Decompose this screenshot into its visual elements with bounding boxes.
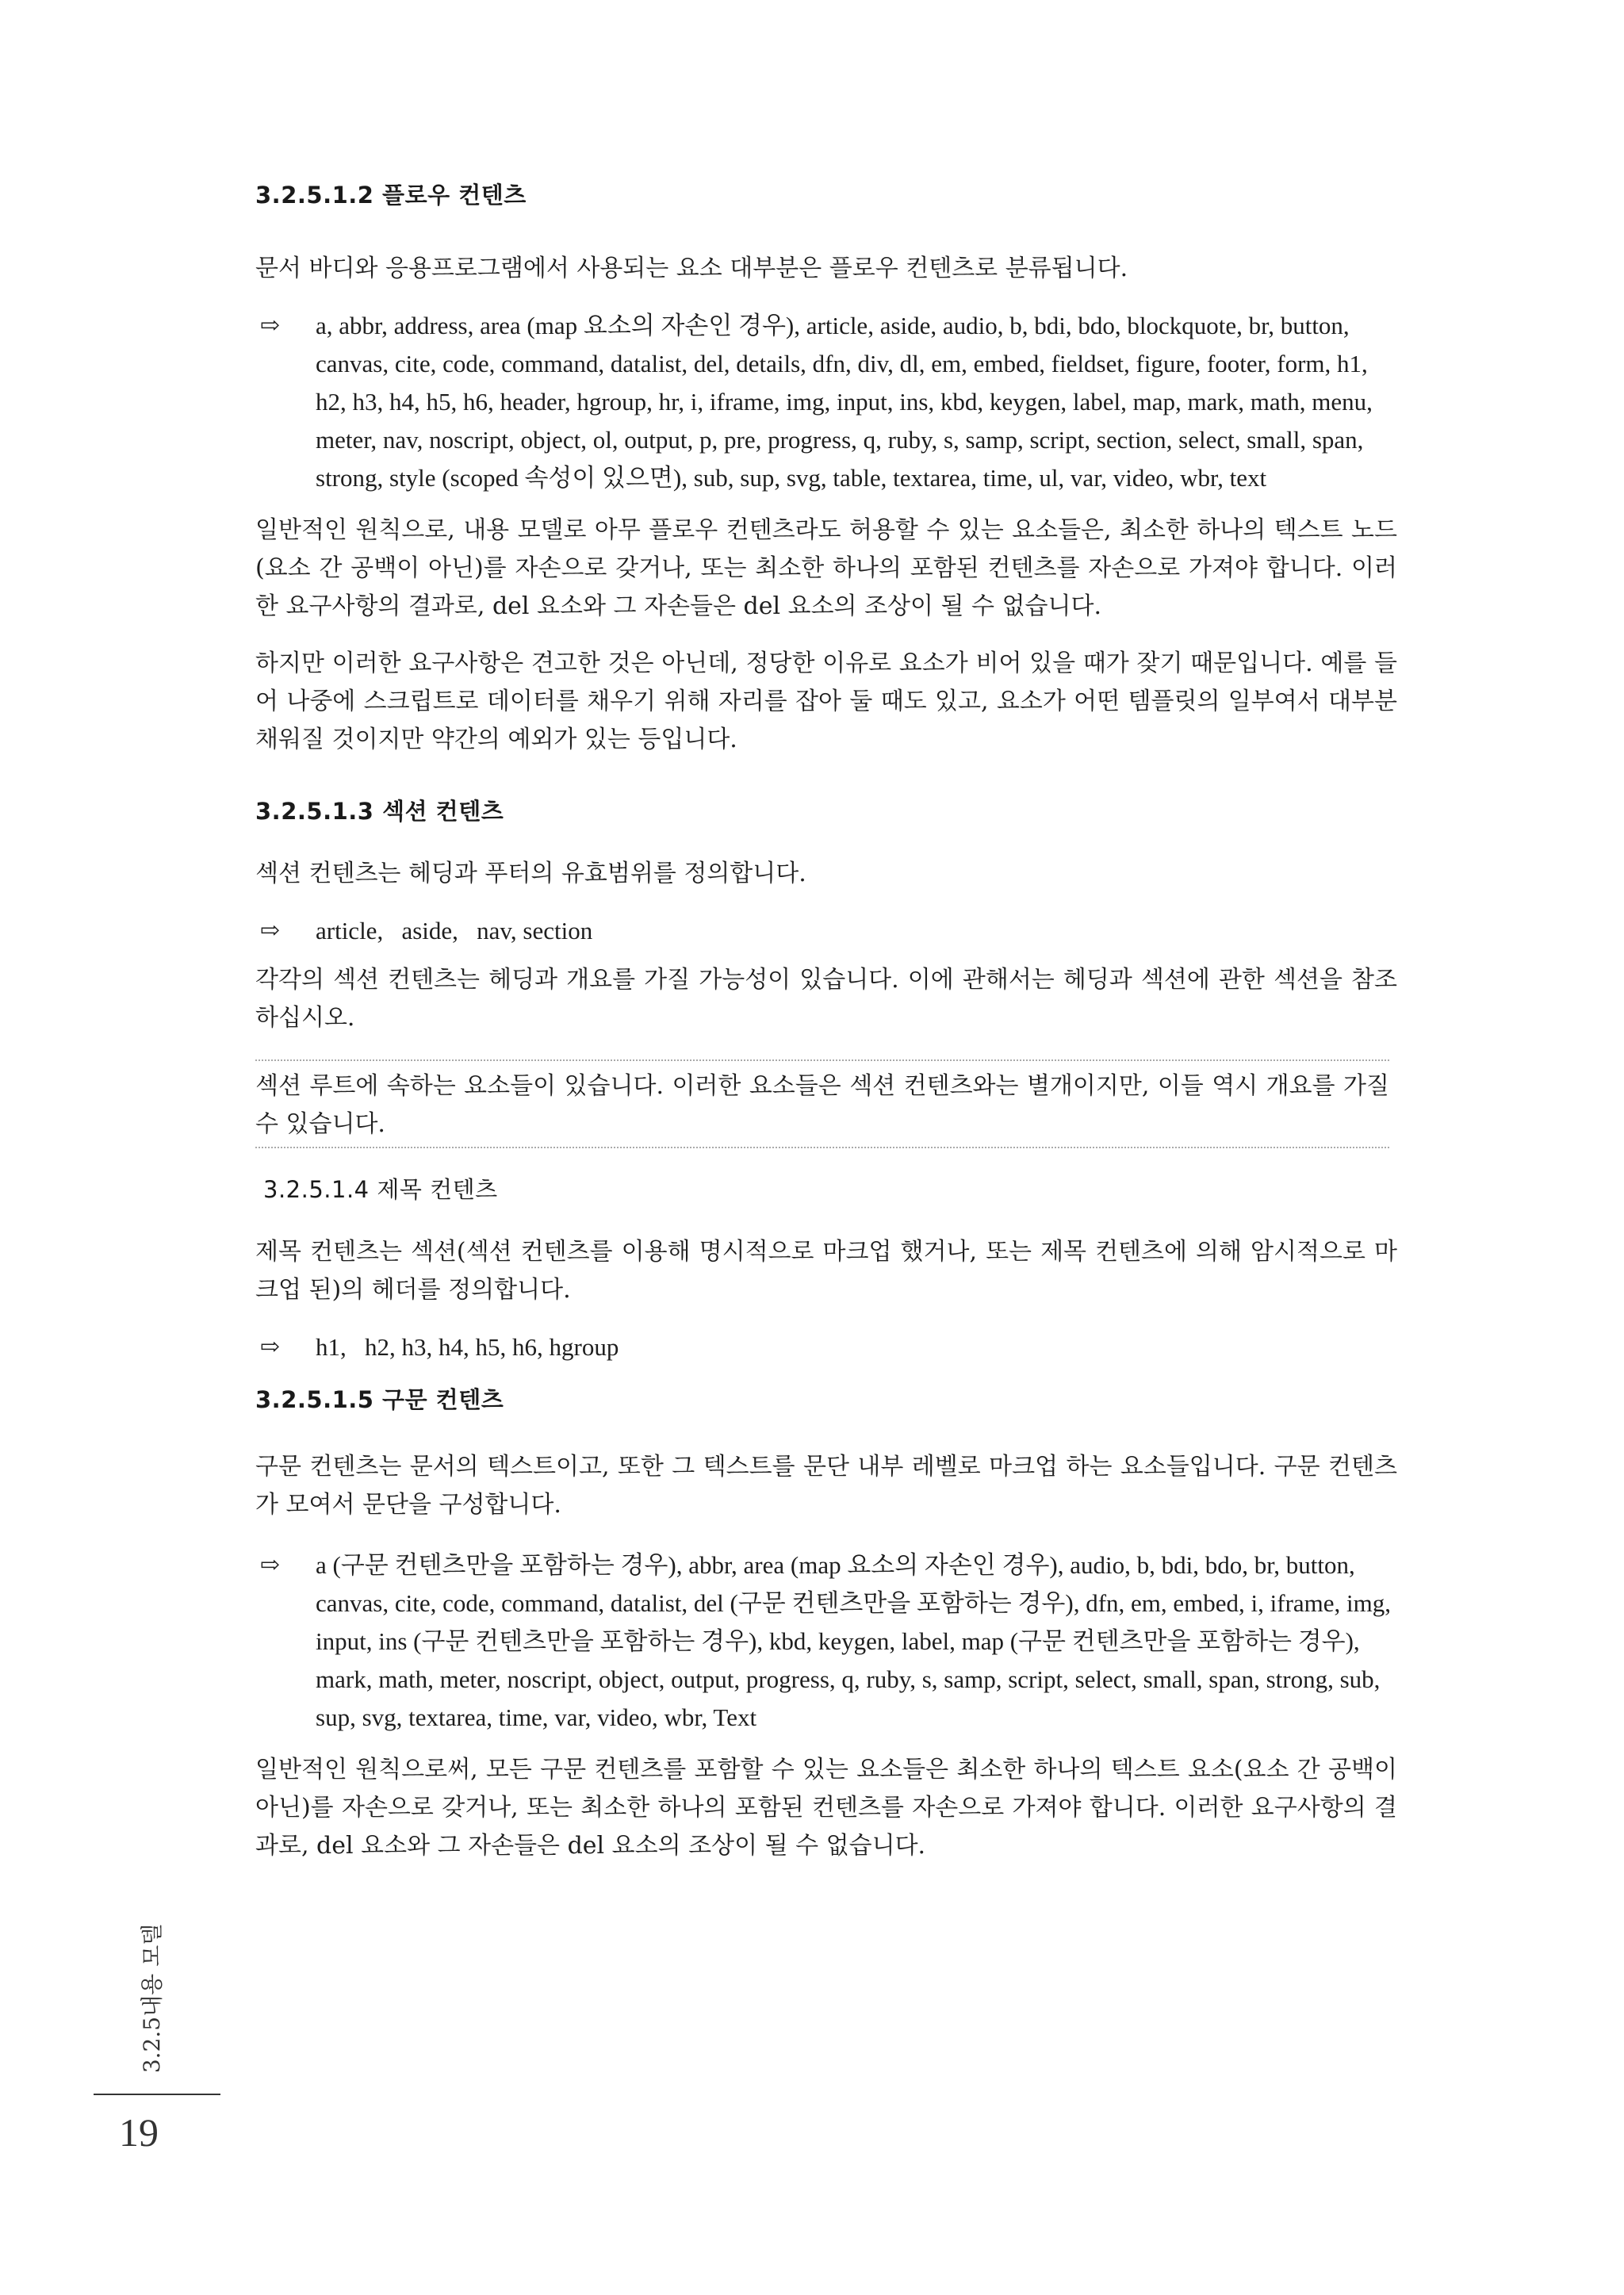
phrasing-intro: 구문 컨텐츠는 문서의 텍스트이고, 또한 그 텍스트를 문단 내부 레벨로 마크업 하는 요소들입니다. 구문 컨텐츠가 모여서 문단을 구성합니다. [255, 1453, 1397, 1519]
sectioning-root-note-text: 섹션 루트에 속하는 요소들이 있습니다. 이러한 요소들은 섹션 컨텐츠와는 별개이지만, 이들 역시 개요를 가질 수 있습니다. [255, 1072, 1389, 1138]
heading-content-intro: 제목 컨텐츠는 섹션(섹션 컨텐츠를 이용해 명시적으로 마크업 했거나, 또는 제목 컨텐츠에 의해 암시적으로 마크업 된)의 헤더를 정의합니다. [255, 1238, 1397, 1304]
section-heading-phrasing-content: 3.2.5.1.5 구문 컨텐츠 [255, 1386, 504, 1413]
right-arrow-outline-icon: ⇨ [260, 917, 281, 944]
section-heading-heading-content: 3.2.5.1.4 제목 컨텐츠 [263, 1176, 498, 1203]
footer-divider [94, 2094, 220, 2095]
right-arrow-outline-icon: ⇨ [260, 312, 281, 339]
section-heading-flow-content: 3.2.5.1.2 플로우 컨텐츠 [255, 182, 527, 209]
sectioning-detail: 각각의 섹션 컨텐츠는 헤딩과 개요를 가질 가능성이 있습니다. 이에 관해서는 헤딩과 섹션에 관한 섹션을 참조하십시오. [255, 966, 1397, 1032]
page-number: 19 [119, 2110, 159, 2155]
chapter-side-label-text: 3.2.5내용 모델 [139, 1923, 165, 2074]
flow-elements: a, abbr, address, area (map 요소의 자손인 경우), article, aside, audio, b, bdi, bdo, blockquote, br, button, canvas, cite, code, command, datalist, del, details, dfn, div, dl, em, embed, fieldset, figure, footer, form, h1, h2, h3, h4, h5, h6, header, hgroup, hr, i, iframe, img, input, ins, kbd, keygen, label, map, mark, math, menu, meter, nav, noscript, object, ol, output, p, pre, progress, q, ruby, s, samp, script, section, select, small, span, strong, style (scoped 속성이 있으면), sub, sup, svg, table, textarea, time, ul, var, video, wbr, text [316, 312, 1373, 492]
flow-intro: 문서 바디와 응용프로그램에서 사용되는 요소 대부분은 플로우 컨텐츠로 분류됩니다. [255, 255, 1128, 282]
sectioning-intro: 섹션 컨텐츠는 헤딩과 푸터의 유효범위를 정의합니다. [255, 860, 806, 887]
right-arrow-outline-icon: ⇨ [260, 1551, 281, 1579]
flow-rule: 일반적인 원칙으로, 내용 모델로 아무 플로우 컨텐츠라도 허용할 수 있는 요소들은, 최소한 하나의 텍스트 노드(요소 간 공백이 아닌)를 자손으로 갖거나, 또는 최소한 하나의 포함된 컨텐츠를 자손으로 가져야 합니다. 이러한 요구사항의 결과로, del 요소와 그 자손들은 del 요소의 조상이 될 수 없습니다. [255, 516, 1397, 620]
page-content [255, 178, 1397, 1865]
sectioning-elements-list [255, 912, 1397, 950]
flow-elements-list [255, 307, 1397, 497]
right-arrow-outline-icon: ⇨ [260, 1333, 281, 1361]
phrasing-rule: 일반적인 원칙으로써, 모든 구문 컨텐츠를 포함할 수 있는 요소들은 최소한 하나의 텍스트 요소(요소 간 공백이 아닌)를 자손으로 갖거나, 또는 최소한 하나의 포함된 컨텐츠를 자손으로 가져야 합니다. 이러한 요구사항의 결과로, del 요소와 그 자손들은 del 요소의 조상이 될 수 없습니다. [255, 1756, 1397, 1860]
sectioning-elements: article, aside, nav, section [316, 917, 593, 944]
heading-elements: h1, h2, h3, h4, h5, h6, hgroup [316, 1333, 619, 1361]
heading-elements-list [255, 1328, 1397, 1366]
phrasing-elements: a (구문 컨텐츠만을 포함하는 경우), abbr, area (map 요소의 자손인 경우), audio, b, bdi, bdo, br, button, canvas, cite, code, command, datalist, del (구문 컨텐츠만을 포함하는 경우), dfn, em, embed, i, iframe, img, input, ins (구문 컨텐츠만을 포함하는 경우), kbd, keygen, label, map (구문 컨텐츠만을 포함하는 경우), mark, math, meter, noscript, object, output, progress, q, ruby, s, samp, script, select, small, span, strong, sub, sup, svg, textarea, time, var, video, wbr, Text [316, 1551, 1392, 1731]
flow-note: 하지만 이러한 요구사항은 견고한 것은 아닌데, 정당한 이유로 요소가 비어 있을 때가 잦기 때문입니다. 예를 들어 나중에 스크립트로 데이터를 채우기 위해 자리를 잡아 둘 때도 있고, 요소가 어떤 템플릿의 일부여서 대부분 채워질 것이지만 약간의 예외가 있는 등입니다. [255, 649, 1397, 753]
chapter-side-label [119, 1911, 182, 2086]
section-heading-sectioning-content: 3.2.5.1.3 섹션 컨텐츠 [255, 798, 504, 825]
sectioning-root-note [255, 1059, 1389, 1148]
phrasing-elements-list [255, 1546, 1397, 1737]
